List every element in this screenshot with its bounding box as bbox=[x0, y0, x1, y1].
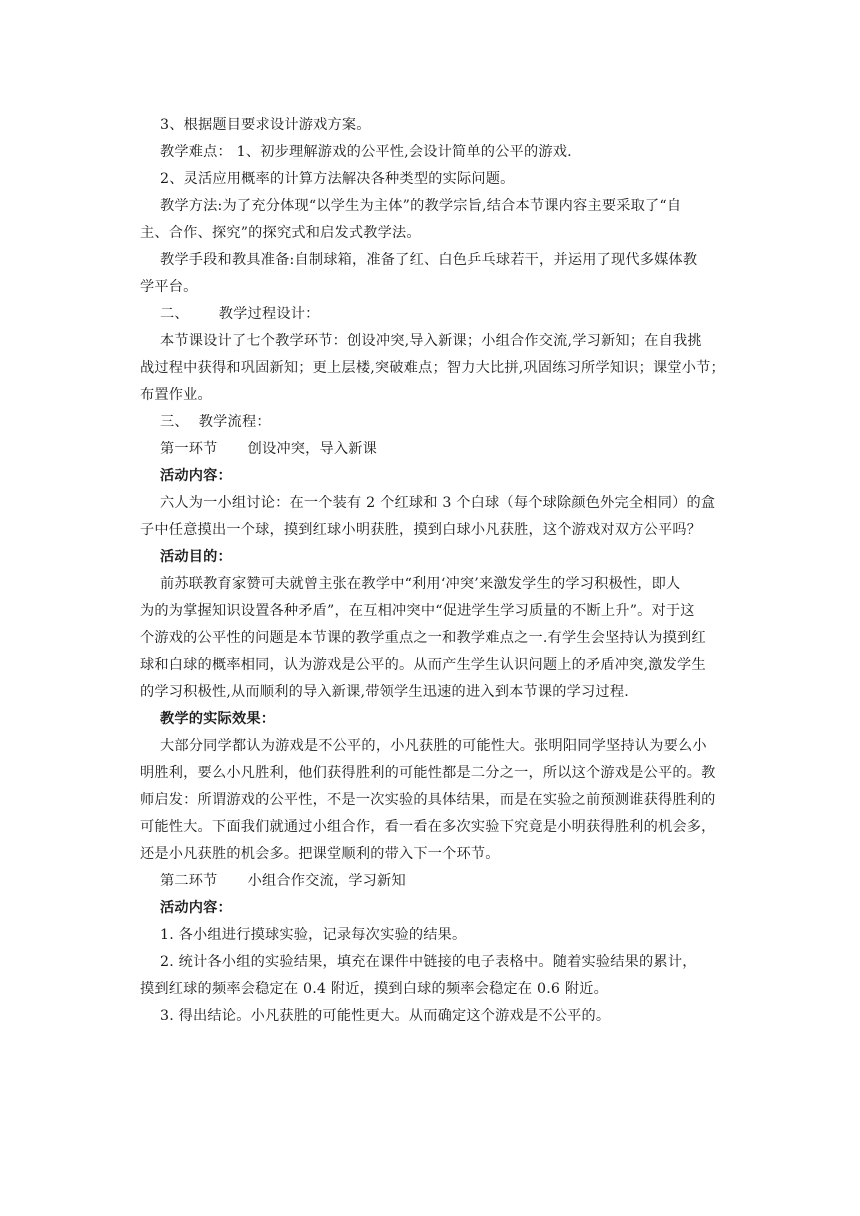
activity-purpose-line-3: 个游戏的公平性的问题是本节课的教学重点之一和教学难点之一.有学生会坚持认为摸到红 bbox=[140, 630, 706, 646]
activity-purpose-line-4: 球和白球的概率相同，认为游戏是公平的。从而产生学生认识问题上的矛盾冲突,激发学生 bbox=[140, 657, 706, 673]
activity-content-line-1: 六人为一小组讨论：在一个装有 2 个红球和 3 个白球（每个球除颜色外完全相同）的盒 bbox=[160, 495, 716, 511]
stage-number: 第二环节 bbox=[160, 873, 218, 889]
activity-content-line-2: 子中任意摸出一个球，摸到红球小明获胜，摸到白球小凡获胜，这个游戏对双方公平吗？ bbox=[140, 522, 702, 538]
list-item-1: 1. 各小组进行摸球实验，记录每次实验的结果。 bbox=[160, 927, 467, 943]
list-item-2-line-2: 摸到红球的频率会稳定在 0.4 附近，摸到白球的频率会稳定在 0.6 附近。 bbox=[140, 981, 609, 997]
section-title: 教学流程： bbox=[198, 414, 271, 430]
teaching-effect-line-5: 还是小凡获胜的机会多。把课堂顺利的带入下一个环节。 bbox=[140, 846, 500, 862]
process-overview-line-1: 本节课设计了七个教学环节：创设冲突,导入新课；小组合作交流,学习新知；在自我挑 bbox=[160, 333, 702, 349]
list-item-3: 3. 得出结论。小凡获胜的可能性更大。从而确定这个游戏是不公平的。 bbox=[160, 1008, 611, 1024]
teaching-effect-line-2: 明胜利，要么小凡胜利，他们获得胜利的可能性都是二分之一，所以这个游戏是公平的。教 bbox=[140, 765, 716, 781]
activity-purpose-label: 活动目的： bbox=[160, 549, 232, 565]
teaching-effect-line-3: 师启发：所谓游戏的公平性，不是一次实验的具体结果，而是在实验之前预测谁获得胜利的 bbox=[140, 792, 716, 808]
stage-title: 创设冲突，导入新课 bbox=[247, 441, 378, 457]
teaching-method-line-1: 教学方法:为了充分体现“以学生为主体”的教学宗旨,结合本节课内容主要采取了“自 bbox=[160, 198, 682, 214]
activity-purpose-line-1: 前苏联教育家赞可夫就曾主张在教学中“利用‘冲突’来激发学生的学习积极性，即人 bbox=[160, 576, 681, 592]
section-heading-3 bbox=[140, 409, 722, 436]
process-overview-line-2: 战过程中获得和巩固新知；更上层楼,突破难点；智力大比拼,巩固练习所学知识；课堂小节； bbox=[140, 360, 725, 376]
teaching-effect-label: 教学的实际效果： bbox=[160, 711, 276, 727]
section-number: 二、 bbox=[160, 306, 189, 322]
stage-number: 第一环节 bbox=[160, 441, 218, 457]
activity-purpose-line-2: 为的为掌握知识设置各种矛盾”，在互相冲突中“促进学生学习质量的不断上升”。对于这 bbox=[140, 603, 695, 619]
stage-2-heading bbox=[140, 868, 722, 895]
text-line: 2、灵活应用概率的计算方法解决各种类型的实际问题。 bbox=[160, 171, 515, 187]
section-title: 教学过程设计： bbox=[218, 306, 320, 322]
teaching-tools-line-1: 教学手段和教具准备:自制球箱，准备了红、白色乒乓球若干，并运用了现代多媒体教 bbox=[160, 252, 698, 268]
teaching-method-line-2: 主、合作、探究”的探究式和启发式教学法。 bbox=[140, 225, 421, 241]
teaching-effect-line-1: 大部分同学都认为游戏是不公平的，小凡获胜的可能性大。张明阳同学坚持认为要么小 bbox=[160, 738, 707, 754]
activity-content-label: 活动内容： bbox=[160, 900, 232, 916]
section-heading-2 bbox=[140, 301, 722, 328]
document-body bbox=[140, 112, 725, 1030]
teaching-effect-line-4: 可能性大。下面我们就通过小组合作，看一看在多次实验下究竟是小明获得胜利的机会多， bbox=[140, 819, 716, 835]
teaching-difficulty-line: 教学难点： 1、初步理解游戏的公平性,会设计简单的公平的游戏. bbox=[160, 144, 572, 160]
activity-purpose-line-5: 的学习积极性,从而顺利的导入新课,带领学生迅速的进入到本节课的学习过程. bbox=[140, 684, 629, 700]
text-line: 3、根据题目要求设计游戏方案。 bbox=[160, 117, 371, 133]
stage-title: 小组合作交流，学习新知 bbox=[247, 873, 406, 889]
section-number: 三、 bbox=[160, 414, 189, 430]
stage-1-heading bbox=[140, 436, 722, 463]
list-item-2-line-1: 2. 统计各小组的实验结果，填充在课件中链接的电子表格中。随着实验结果的累计， bbox=[160, 954, 697, 970]
process-overview-line-3: 布置作业。 bbox=[140, 387, 212, 403]
teaching-tools-line-2: 学平台。 bbox=[140, 279, 198, 295]
activity-content-label: 活动内容： bbox=[160, 468, 232, 484]
